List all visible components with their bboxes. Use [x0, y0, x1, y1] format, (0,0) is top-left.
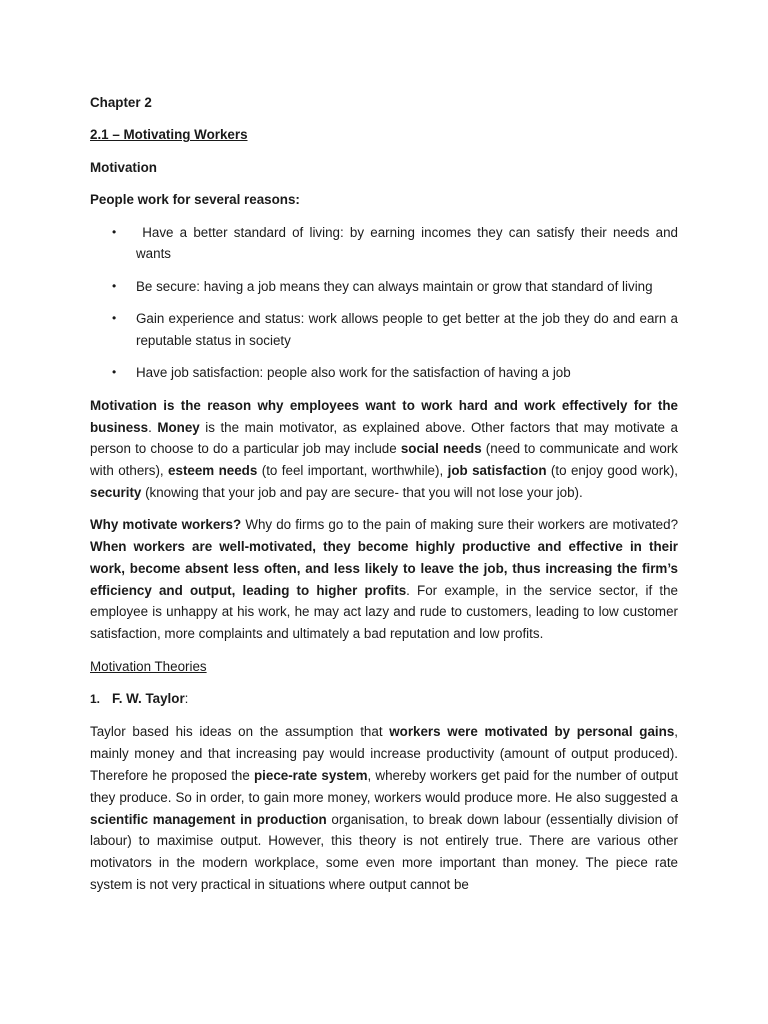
- subheading-motivation: Motivation: [90, 159, 157, 175]
- theories-heading: Motivation Theories: [90, 658, 207, 674]
- paragraph-motivation-definition: Motivation is the reason why employees want to work hard and work effectively for the business. Money is the main motivator, as explained above. Other factors that may motivate a person to choose to do a particular job may include social needs (need to communicate and work with others), esteem needs (to feel important, worthwhile), job satisfaction (to enjoy good work), security (knowing that your job and pay are secure- that you will not lose your job).: [90, 397, 679, 500]
- paragraph-why-motivate: Why motivate workers? Why do firms go to the pain of making sure their workers are motivated? When workers are well-motivated, they become highly productive and effective in their work, become absent less often, and less likely to leave the job, thus increasing the firm’s efficiency and output, leading to higher profits. For example, in the service sector, if the employee is unhappy at his work, he may act lazy and rude to customers, leading to low customer satisfaction, more complaints and ultimately a bad reputation and low profits.: [90, 517, 679, 642]
- bullet-glyph: •: [112, 224, 117, 239]
- list-item-text: Be secure: having a job means they can always maintain or grow that standard of living: [136, 278, 653, 294]
- chapter-title: Chapter 2: [90, 95, 152, 110]
- list-item: [90, 362, 678, 384]
- bullet-glyph: •: [112, 365, 117, 380]
- list-item: [90, 308, 678, 352]
- list-item: [90, 222, 678, 266]
- list-item-text: Have a better standard of living: by earning incomes they can satisfy their needs and wants: [136, 224, 678, 262]
- list-item: [90, 276, 678, 298]
- list-item-text: Gain experience and status: work allows people to get better at the job they do and earn a reputable status in society: [136, 311, 678, 348]
- theory-number: 1.: [90, 692, 101, 707]
- bullet-glyph: •: [112, 311, 117, 326]
- reasons-list: [90, 222, 678, 385]
- bullet-glyph: •: [112, 278, 117, 293]
- list-item-text: Have job satisfaction: people also work for the satisfaction of having a job: [136, 365, 571, 381]
- reasons-heading: People work for several reasons:: [90, 192, 300, 208]
- theory-heading-taylor: 1. F. W. Taylor:: [90, 688, 678, 711]
- paragraph-taylor: Taylor based his ideas on the assumption that workers were motivated by personal gains, mainly money and that increasing pay would increase productivity (amount of output produced). Therefore he proposed the piece-rate system, whereby workers get paid for the number of output they produce. So in order, to gain more money, workers would produce more. He also suggested a scientific management in production organisation, to break down labour (essentially division of labour) to maximise output. However, this theory is not entirely true. There are various other motivators in the modern workplace, some even more important than money. The piece rate system is not very practical in situations where output cannot be: [90, 724, 678, 893]
- document-page: [90, 92, 678, 906]
- section-title: 2.1 – Motivating Workers: [90, 127, 248, 143]
- theory-name: F. W. Taylor: [112, 691, 185, 707]
